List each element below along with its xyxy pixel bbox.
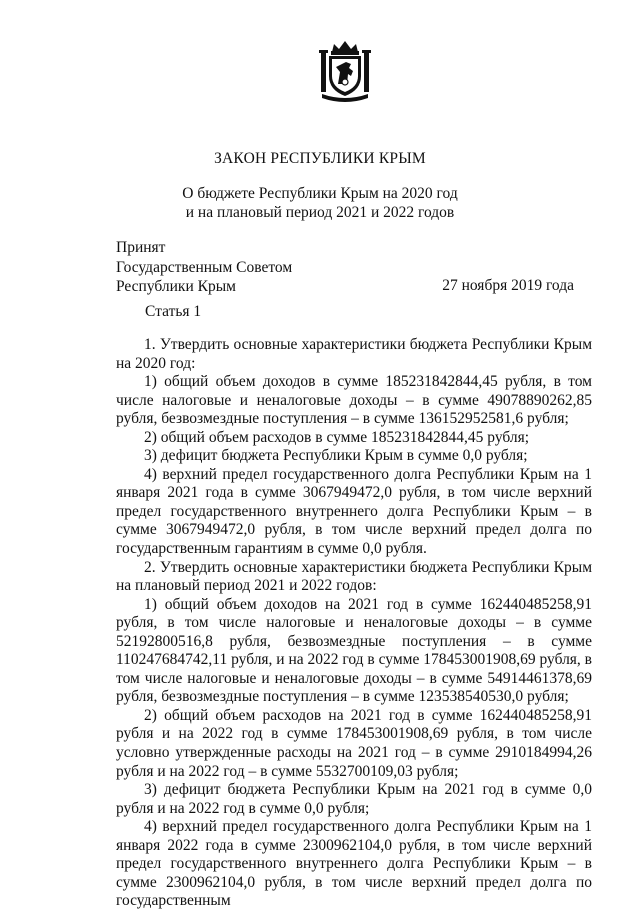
paragraph: 3) дефицит бюджета Республики Крым на 2021 год в сумме 0,0 рубля и на 2022 год в сумме 0,0 рубля;: [116, 781, 592, 817]
article-title: Статья 1: [145, 303, 202, 320]
adoption-block: [116, 238, 292, 297]
article-body: [116, 336, 592, 910]
paragraph: 2) общий объем расходов на 2021 год в сумме 162440485258,91 рубля и на 2022 год в сумме 178453001908,69 рубля, в том числе условно утвержденные расходы на 2021 год – в сумме 2910184994,26 рубля и на 2022 год – в сумме 5532700109,03 рубля;: [116, 706, 592, 780]
paragraph: 1) общий объем доходов на 2021 год в сумме 162440485258,91 рубля, в том числе налоговые и неналоговые доходы – в сумме 52192800516,8 рубля, безвозмездные поступления – в сумме 110247684742,11 рубля, и на 2022 год в сумме 178453001908,69 рубля, в том числе налоговые и неналоговые доходы – в сумме 54914461378,69 рубля, безвозмездные поступления – в сумме 123538540530,0 рубля;: [116, 595, 592, 706]
paragraph: 4) верхний предел государственного долга Республики Крым на 1 января 2021 года в сумме 3067949472,0 рубля, в том числе верхний предел государственного внутреннего долга Республики Крым – в сумме 3067949472,0 рубля, в том числе верхний предел долга по государственным гарантиям в сумме 0,0 рубля.: [116, 465, 592, 558]
paragraph: 1) общий объем доходов в сумме 185231842844,45 рубля, в том числе налоговые и неналоговые доходы – в сумме 49078890262,85 рубля, безвозмездные поступления – в сумме 136152952581,6 рубля;: [116, 373, 592, 428]
adoption-line: Принят: [116, 239, 166, 256]
paragraph: 4) верхний предел государственного долга Республики Крым на 1 января 2022 года в сумме 2300962104,0 рубля, в том числе верхний предел государственного внутреннего долга Республики Крым – в сумме 2300962104,0 рубля, в том числе верхний предел долга по государственным: [116, 818, 592, 910]
paragraph: 2) общий объем расходов в сумме 185231842844,45 рубля;: [144, 428, 530, 446]
subtitle-line: и на плановый период 2021 и 2022 годов: [185, 204, 455, 221]
adoption-date: 27 ноября 2019 года: [442, 277, 574, 294]
adoption-line: Государственным Советом: [116, 258, 293, 276]
paragraph: 2. Утвердить основные характеристики бюджета Республики Крым на плановый период 2021 и 2022 годов:: [116, 558, 592, 595]
crimea-coat-of-arms-icon: [318, 38, 372, 102]
law-subtitle: [0, 184, 640, 222]
adoption-line: Республики Крым: [116, 278, 236, 295]
paragraph: 3) дефицит бюджета Республики Крым в сумме 0,0 рубля;: [144, 447, 528, 465]
subtitle-line: О бюджете Республики Крым на 2020 год: [182, 185, 458, 202]
law-title: ЗАКОН РЕСПУБЛИКИ КРЫМ: [214, 150, 426, 167]
paragraph: 1. Утвердить основные характеристики бюджета Республики Крым на 2020 год:: [116, 336, 592, 372]
